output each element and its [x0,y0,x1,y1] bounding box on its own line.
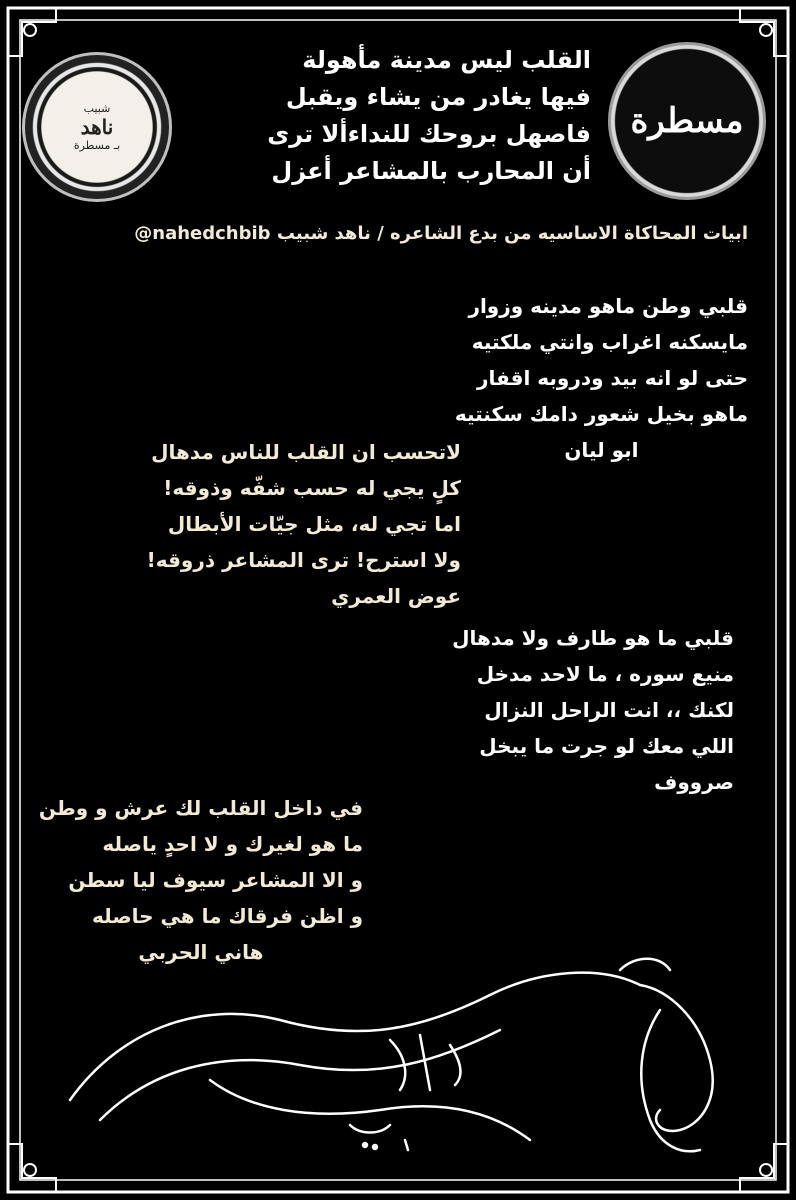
verse-line: اللي معك لو جرت ما يبخل [479,734,734,758]
verse-line: لاتحسب ان القلب للناس مدهال [151,440,461,464]
header-poem [267,42,591,190]
verse-line: لكنك ،، انت الراحل النزال [484,698,734,722]
reply-stanza-2 [147,434,461,614]
verse-line: منيع سوره ، ما لاحد مدخل [476,662,734,686]
verse-author: عوض العمري [331,584,461,608]
verse-line: ما هو لغيرك و لا احدٍ ياصله [102,832,363,856]
credit-line [134,221,748,247]
header-poem-line: فيها يغادر من يشاء ويقبل [285,83,591,111]
verse-line: في داخل القلب لك عرش و وطن [38,796,363,820]
horse-calligraphy-icon [60,950,740,1165]
left-logo-text-bottom: بـ مسطرة [73,139,121,152]
left-logo-text-top: شبيب [83,101,111,115]
verse-line: و اظن فرقاك ما هي حاصله [92,904,363,928]
header-poem-line: فاصهل بروحك للنداءألا ترى [267,120,591,148]
header-poem-line: القلب ليس مدينة مأهولة [302,46,591,74]
credit-text: ابيات المحاكاة الاساسيه من بدع الشاعره / ناهد شبيب nahedchbib@ [134,223,748,244]
verse-line: و الا المشاعر سيوف ليا سطن [68,868,363,892]
verse-line: قلبي ما هو طارف ولا مدهال [452,626,734,650]
header-poem-line: أن المحارب بالمشاعر أعزل [271,157,591,185]
verse-author: ابو ليان [564,438,639,462]
verse-line: مايسكنه اغراب وانتي ملكتيه [471,330,748,354]
verse-line: اما تجي له، مثل جيّات الأبطال [167,512,461,536]
verse-line: قلبي وطن ماهو مدينه وزوار [468,294,748,318]
verse-line: كلٍ يجي له حسب شفّه وذوقه! [163,476,461,500]
verse-line: ماهو بخيل شعور دامك سكنتيه [454,402,748,426]
reply-stanza-3 [452,620,734,800]
right-logo-badge [608,42,766,200]
verse-line: حتى لو انه بيد ودروبه اقفار [476,366,748,390]
verse-line: ولا استرح! ترى المشاعر ذروقه! [146,548,461,572]
verse-author: هاني الحربي [138,940,264,964]
right-logo-text: مسطرة [630,101,744,141]
left-logo-text-mid: ناهد [80,115,114,139]
reply-stanza-4 [39,790,363,970]
reply-stanza-1 [455,288,748,468]
left-logo-badge [22,52,172,202]
verse-author: صرووف [654,770,734,794]
